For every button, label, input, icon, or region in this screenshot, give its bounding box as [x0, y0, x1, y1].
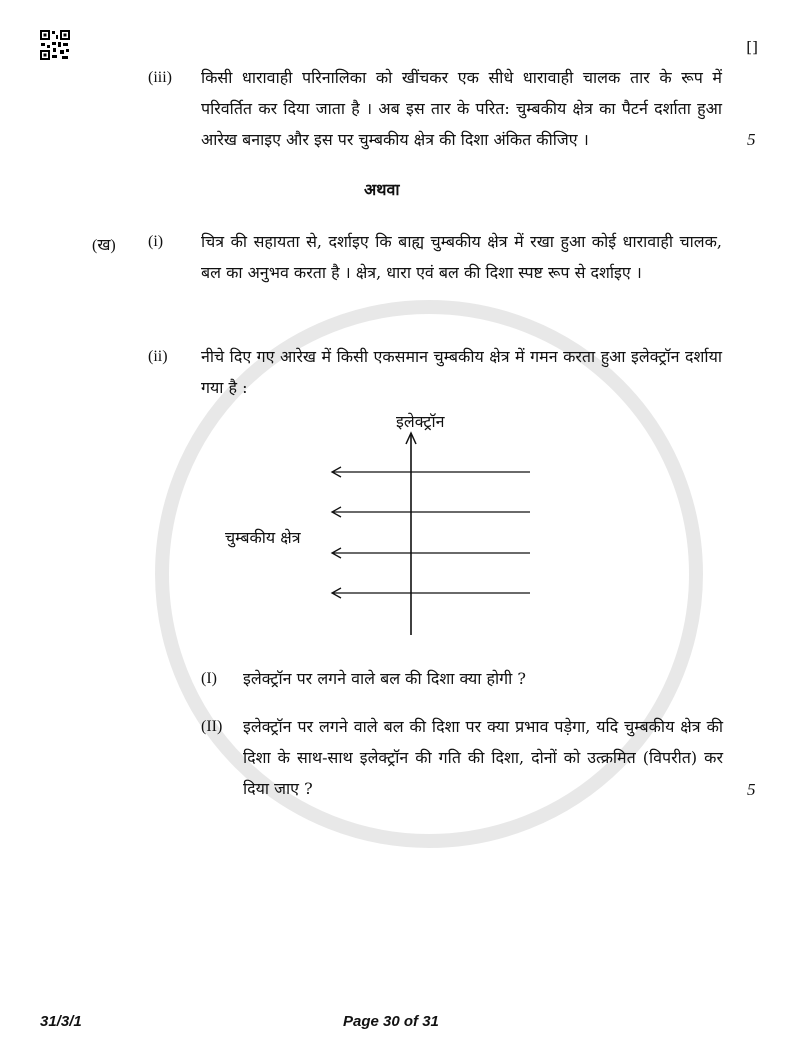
q-kha-marks: 5 — [747, 780, 756, 799]
q-I-text: इलेक्ट्रॉन पर लगने वाले बल की दिशा क्या होगी ? — [243, 669, 526, 688]
q-I-label: (I) — [201, 670, 217, 687]
q-kha-i-text: चित्र की सहायता से, दर्शाइए कि बाह्य चुम्बकीय क्षेत्र में रखा हुआ कोई धारावाही चालक, बल का अनुभव करता है । क्षेत्र, धारा एवं बल की दिशा स्पष्ट रूप से दर्शाइए । — [201, 232, 722, 282]
q-kha-i-label: (i) — [148, 233, 164, 250]
page-number: Page 30 of 31 — [343, 1013, 439, 1030]
qr-code-icon — [40, 30, 70, 60]
field-label: चुम्बकीय क्षेत्र — [225, 528, 301, 547]
electron-field-diagram — [215, 405, 545, 640]
q-II-text: इलेक्ट्रॉन पर लगने वाले बल की दिशा पर क्या प्रभाव पड़ेगा, यदि चुम्बकीय क्षेत्र की दिशा के साथ-साथ इलेक्ट्रॉन की गति की दिशा, दोनों को उत्क्रमित (विपरीत) कर दिया जाए ? — [243, 717, 723, 798]
electron-label: इलेक्ट्रॉन — [396, 412, 445, 431]
field-lines — [332, 467, 530, 598]
q-kha-ii-text: नीचे दिए गए आरेख में किसी एकसमान चुम्बकीय क्षेत्र में गमन करता हुआ इलेक्ट्रॉन दर्शाया गया है : — [201, 347, 722, 397]
q-iii-text: किसी धारावाही परिनालिका को खींचकर एक सीधे धारावाही चालक तार के रूप में परिवर्तित कर दिया जाता है । अब इस तार के परित: चुम्बकीय क्षेत्र का पैटर्न दर्शाता हुआ आरेख बनाइए और इस पर चुम्बकीय क्षेत्र की दिशा अंकित कीजिए । — [201, 68, 722, 149]
q-iii-label: (iii) — [148, 69, 172, 86]
q-II-label: (II) — [201, 718, 223, 735]
or-heading: अथवा — [364, 180, 400, 199]
q-iii-marks: 5 — [747, 130, 756, 149]
q-kha-ii-label: (ii) — [148, 348, 168, 365]
header-bracket: [] — [746, 38, 758, 56]
paper-code: 31/3/1 — [40, 1013, 82, 1030]
section-kha-label: (ख) — [92, 237, 116, 254]
